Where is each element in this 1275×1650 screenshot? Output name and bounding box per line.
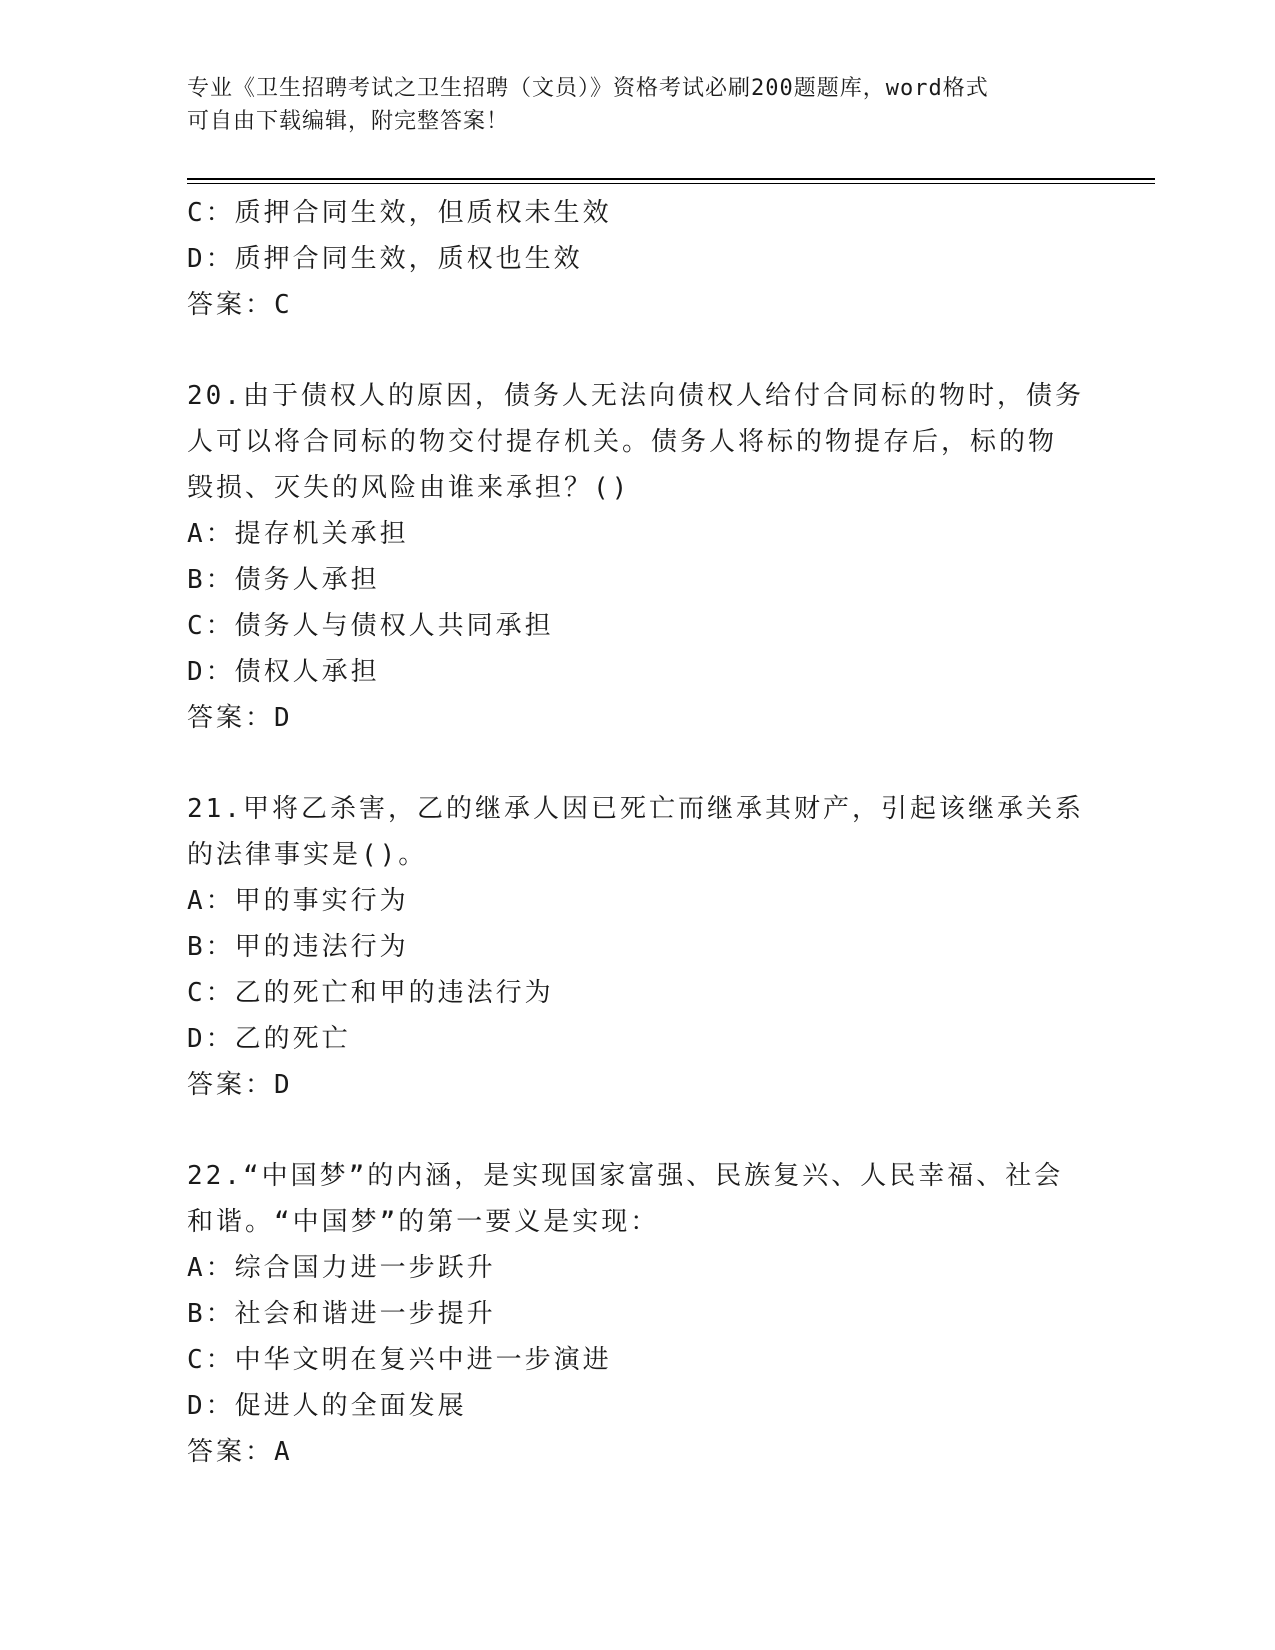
option-a: A：综合国力进一步跃升 xyxy=(187,1253,496,1283)
question-text-line: 毁损、灭失的风险由谁来承担？() xyxy=(187,473,631,503)
question-content xyxy=(187,190,1107,1475)
spacer xyxy=(187,1108,1107,1153)
option-d: D：促进人的全面发展 xyxy=(187,1391,467,1421)
question-text-line: 20.由于债权人的原因，债务人无法向债权人给付合同标的物时，债务 xyxy=(187,381,1084,411)
option-c: C：中华文明在复兴中进一步演进 xyxy=(187,1345,612,1375)
question-22 xyxy=(187,1153,1107,1475)
option-b: B：甲的违法行为 xyxy=(187,932,409,962)
option-c: C：债务人与债权人共同承担 xyxy=(187,611,554,641)
option-d: D：乙的死亡 xyxy=(187,1024,351,1054)
question-text-line: 和谐。“中国梦”的第一要义是实现： xyxy=(187,1207,660,1237)
question-text-line: 21.甲将乙杀害，乙的继承人因已死亡而继承其财产，引起该继承关系 xyxy=(187,794,1084,824)
answer-line: 答案：A xyxy=(187,1437,293,1467)
header-line-1: 专业《卫生招聘考试之卫生招聘（文员）》资格考试必刷200题题库，word格式 xyxy=(187,76,989,101)
option-b: B：社会和谐进一步提升 xyxy=(187,1299,496,1329)
question-21 xyxy=(187,786,1107,1108)
spacer xyxy=(187,741,1107,786)
answer-line: 答案：D xyxy=(187,1070,293,1100)
question-19-continued xyxy=(187,190,1107,328)
question-20 xyxy=(187,373,1107,741)
answer-line: 答案：D xyxy=(187,703,293,733)
option-a: A：甲的事实行为 xyxy=(187,886,409,916)
header-divider-thick xyxy=(187,178,1155,180)
question-text-line: 人可以将合同标的物交付提存机关。债务人将标的物提存后，标的物 xyxy=(187,427,1058,457)
option-a: A：提存机关承担 xyxy=(187,519,409,549)
option-c: C：质押合同生效，但质权未生效 xyxy=(187,198,612,228)
option-c: C：乙的死亡和甲的违法行为 xyxy=(187,978,554,1008)
option-d: D：质押合同生效，质权也生效 xyxy=(187,244,583,274)
option-b: B：债务人承担 xyxy=(187,565,380,595)
question-text-line: 22.“中国梦”的内涵，是实现国家富强、民族复兴、人民幸福、社会 xyxy=(187,1161,1064,1191)
header-line-2: 可自由下载编辑，附完整答案！ xyxy=(187,109,510,134)
document-header xyxy=(187,72,1067,138)
option-d: D：债权人承担 xyxy=(187,657,380,687)
answer-line: 答案：C xyxy=(187,290,293,320)
spacer xyxy=(187,328,1107,373)
question-text-line: 的法律事实是()。 xyxy=(187,840,428,870)
header-divider-thin xyxy=(187,183,1155,184)
